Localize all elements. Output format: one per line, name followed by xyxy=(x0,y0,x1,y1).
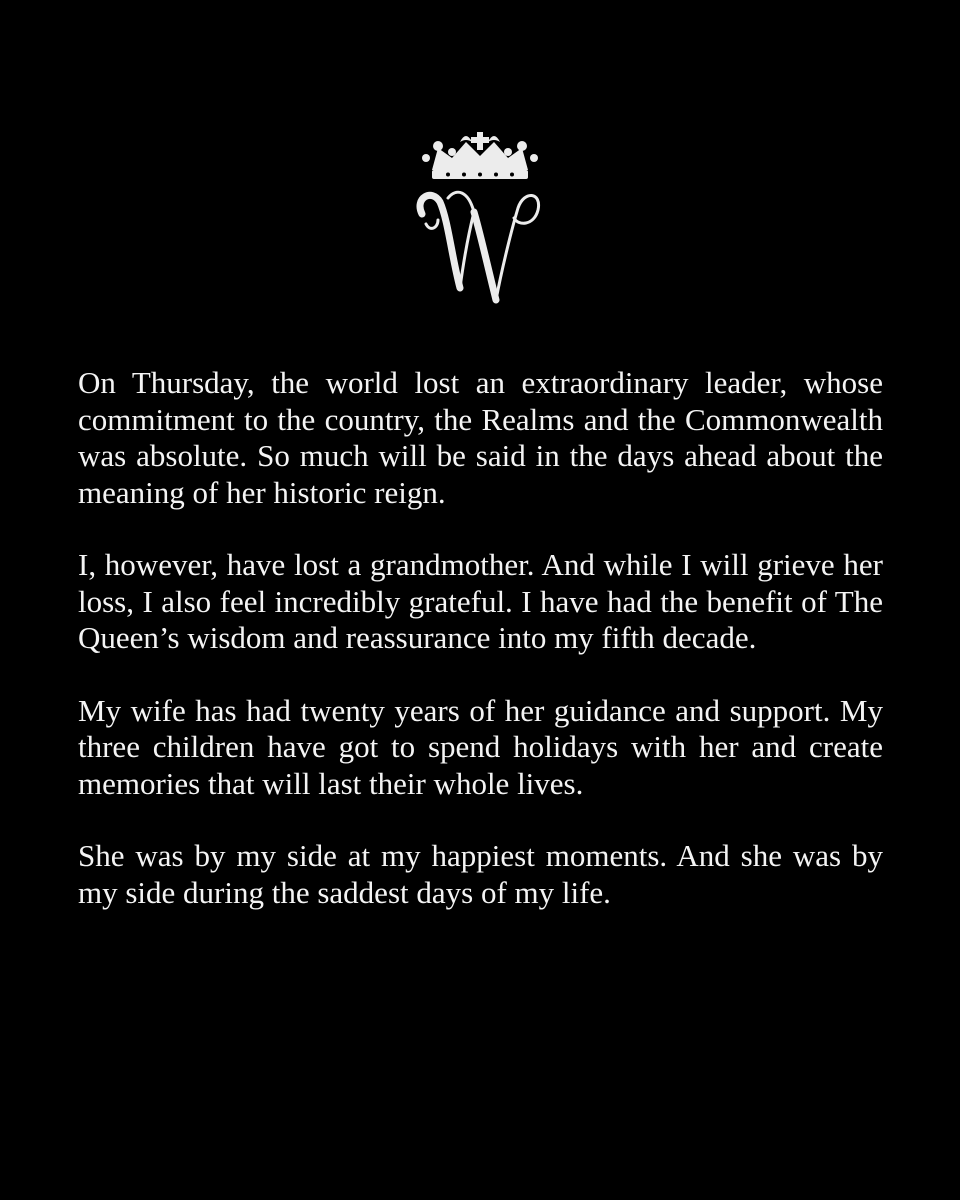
statement-text xyxy=(78,365,883,947)
crowned-w-monogram-icon xyxy=(408,128,552,308)
statement-paragraph-1: On Thursday, the world lost an extraordinary leader, whose commitment to the country, the Realms and the Commonwealth was absolute. So much will be said in the days ahead about the meaning of her historic reign. xyxy=(78,365,883,510)
statement-paragraph-4: She was by my side at my happiest moments. And she was by my side during the saddest days of my life. xyxy=(78,838,883,910)
statement-paragraph-3: My wife has had twenty years of her guidance and support. My three children have got to spend holidays with her and create memories that will last their whole lives. xyxy=(78,692,883,801)
statement-paragraph-2: I, however, have lost a grandmother. And while I will grieve her loss, I also feel incredibly grateful. I have had the benefit of The Queen’s wisdom and reassurance into my fifth decade. xyxy=(78,547,883,655)
